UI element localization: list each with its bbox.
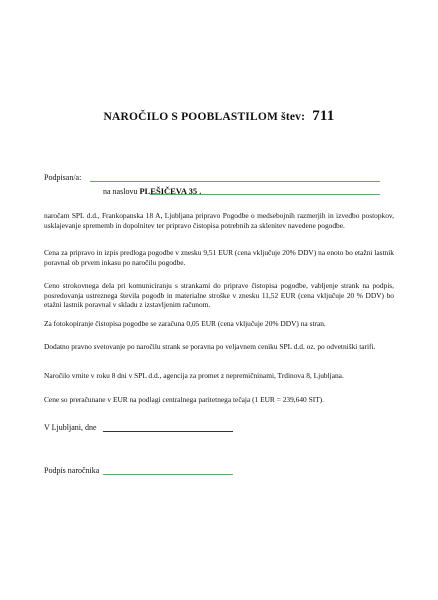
naslov-field-line[interactable] bbox=[150, 194, 380, 195]
naslov-label: na naslovu bbox=[103, 187, 138, 196]
podpisan-label: Podpisan/a: bbox=[44, 173, 82, 182]
paragraph-2: Cena za pripravo in izpis predloga pogodbe v znesku 9,51 EUR (cena vključuje 20% DDV) na enoto bo etažni lastnik poravnal ob prvem inkasu po naročilu pogodbe. bbox=[44, 248, 394, 267]
paragraph-3: Ceno strokovnega dela pri komuniciranju s strankami do priprave čistopisa pogodbe, vabljenje strank na podpis, posredovanja ustreznega števila pogodb in materialne stroške v znesku 11,52 EUR (cena vključuje 20 % DDV) bo etažni lastnik poravnal v skladu z izstavljenim računom. bbox=[44, 281, 394, 310]
document-title bbox=[0, 108, 438, 125]
naslov-value: PLEŠIČEVA 35 . bbox=[139, 186, 202, 196]
paragraph-5: Dodatno pravno svetovanje po naročilu strank se poravna po veljavnem ceniku SPL d.d. oz. po odvetniški tarifi. bbox=[44, 342, 376, 351]
title-text: NAROČILO S POOBLASTILOM bbox=[103, 111, 279, 123]
podpisan-field-line[interactable] bbox=[90, 181, 380, 182]
paragraph-4: Za fotokopiranje čistopisa pogodbe se zaračuna 0,05 EUR (cena vključuje 20% DDV) na stran. bbox=[44, 319, 326, 328]
paragraph-1: naročam SPL d.d., Frankopanska 18 A, Ljubljana pripravo Pogodbe o medsebojnih razmerjih in izvedbo postopkov, usklajevanje sprememb in dopolnitev ter pripravo čistopisa potrebnih za sklenitev navedene pogodbe. bbox=[44, 211, 394, 230]
title-label: štev: bbox=[281, 111, 306, 123]
paragraph-6: Naročilo vrnite v roku 8 dni v SPL d.d., agencija za promet z nepremičninami, Trdinova 8, Ljubljana. bbox=[44, 371, 344, 380]
date-field-line[interactable] bbox=[103, 431, 233, 432]
order-number: 711 bbox=[312, 108, 335, 124]
signature-label: Podpis naročnika bbox=[44, 466, 100, 475]
paragraph-7: Cene so preračunane v EUR na podlagi centralnega paritetnega tečaja (1 EUR = 239,640 SIT). bbox=[44, 395, 324, 404]
signature-field-line[interactable] bbox=[103, 474, 233, 475]
date-label: V Ljubljani, dne bbox=[44, 423, 97, 432]
